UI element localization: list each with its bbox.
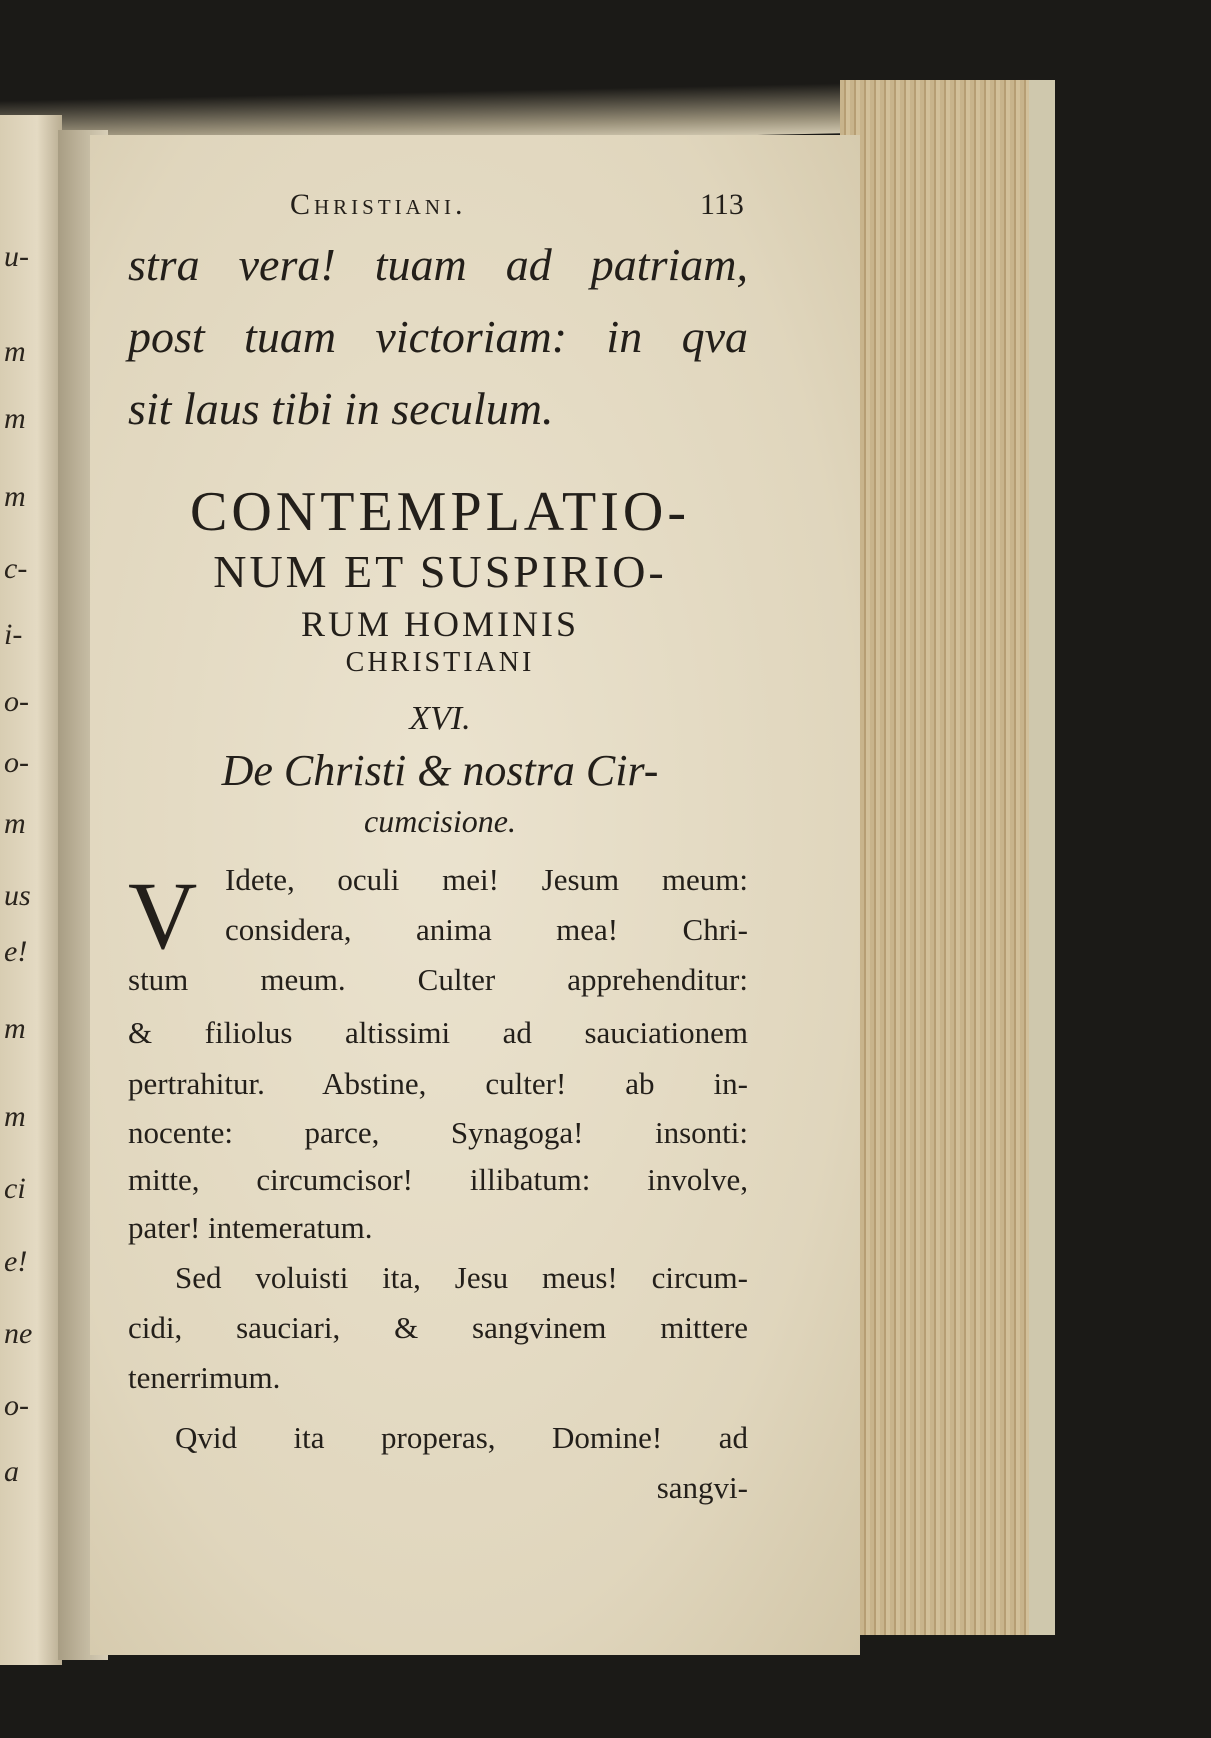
left-fragment: us <box>4 879 31 912</box>
left-fragment: c- <box>4 552 28 585</box>
body-line: stum meum. Culter apprehenditur: <box>128 962 748 997</box>
left-fragment: m <box>4 1100 26 1133</box>
left-fragment: m <box>4 1012 26 1045</box>
body-line: pertrahitur. Abstine, culter! ab in- <box>128 1066 748 1101</box>
left-fragment: m <box>4 480 26 513</box>
left-fragment: ci <box>4 1172 26 1205</box>
left-fragment: ne <box>4 1317 33 1350</box>
left-fragment: m <box>4 335 26 368</box>
page-number: 113 <box>700 188 744 221</box>
left-fragment: i- <box>4 618 23 651</box>
drop-cap: V <box>128 862 198 969</box>
left-fragment: o- <box>4 746 29 779</box>
chapter-number: XVI. <box>409 700 471 737</box>
chapter-title: De Christi & nostra Cir- <box>221 746 659 795</box>
left-fragment: u- <box>4 240 29 273</box>
catchword: sangvi- <box>656 1470 748 1505</box>
body-line: tenerrimum. <box>128 1360 281 1395</box>
left-page <box>0 115 62 1665</box>
left-fragment: o- <box>4 1389 29 1422</box>
running-head: Christiani. <box>290 188 467 221</box>
body-line: pater! intemeratum. <box>128 1210 373 1245</box>
left-fragment: o- <box>4 685 29 718</box>
title-line: NUM ET SUSPIRIO- <box>213 546 667 597</box>
left-fragment: a <box>4 1455 19 1488</box>
body-line: considera, anima mea! Chri- <box>225 912 748 947</box>
body-line: nocente: parce, Synagoga! insonti: <box>128 1115 748 1150</box>
body-line: cidi, sauciari, & sangvinem mittere <box>128 1310 748 1345</box>
left-fragment: e! <box>4 1245 28 1278</box>
text-line: stra vera! tuam ad patriam, <box>128 239 748 290</box>
title-line: CONTEMPLATIO- <box>190 481 690 543</box>
page-edges <box>840 80 1055 1635</box>
text-line: sit laus tibi in seculum. <box>128 383 554 434</box>
left-fragment: m <box>4 402 26 435</box>
body-line: Sed voluisti ita, Jesu meus! circum- <box>175 1260 748 1295</box>
title-line: RUM HOMINIS <box>300 604 580 644</box>
body-line: Qvid ita properas, Domine! ad <box>175 1420 748 1455</box>
body-line: mitte, circumcisor! illibatum: involve, <box>128 1162 748 1197</box>
chapter-title: cumcisione. <box>364 803 516 839</box>
body-line: Idete, oculi mei! Jesum meum: <box>225 862 748 897</box>
left-fragment: e! <box>4 935 28 968</box>
left-fragment: m <box>4 807 26 840</box>
body-line: & filiolus altissimi ad sauciationem <box>128 1015 748 1050</box>
text-line: post tuam victoriam: in qva <box>128 311 748 362</box>
title-line: CHRISTIANI <box>345 647 535 678</box>
